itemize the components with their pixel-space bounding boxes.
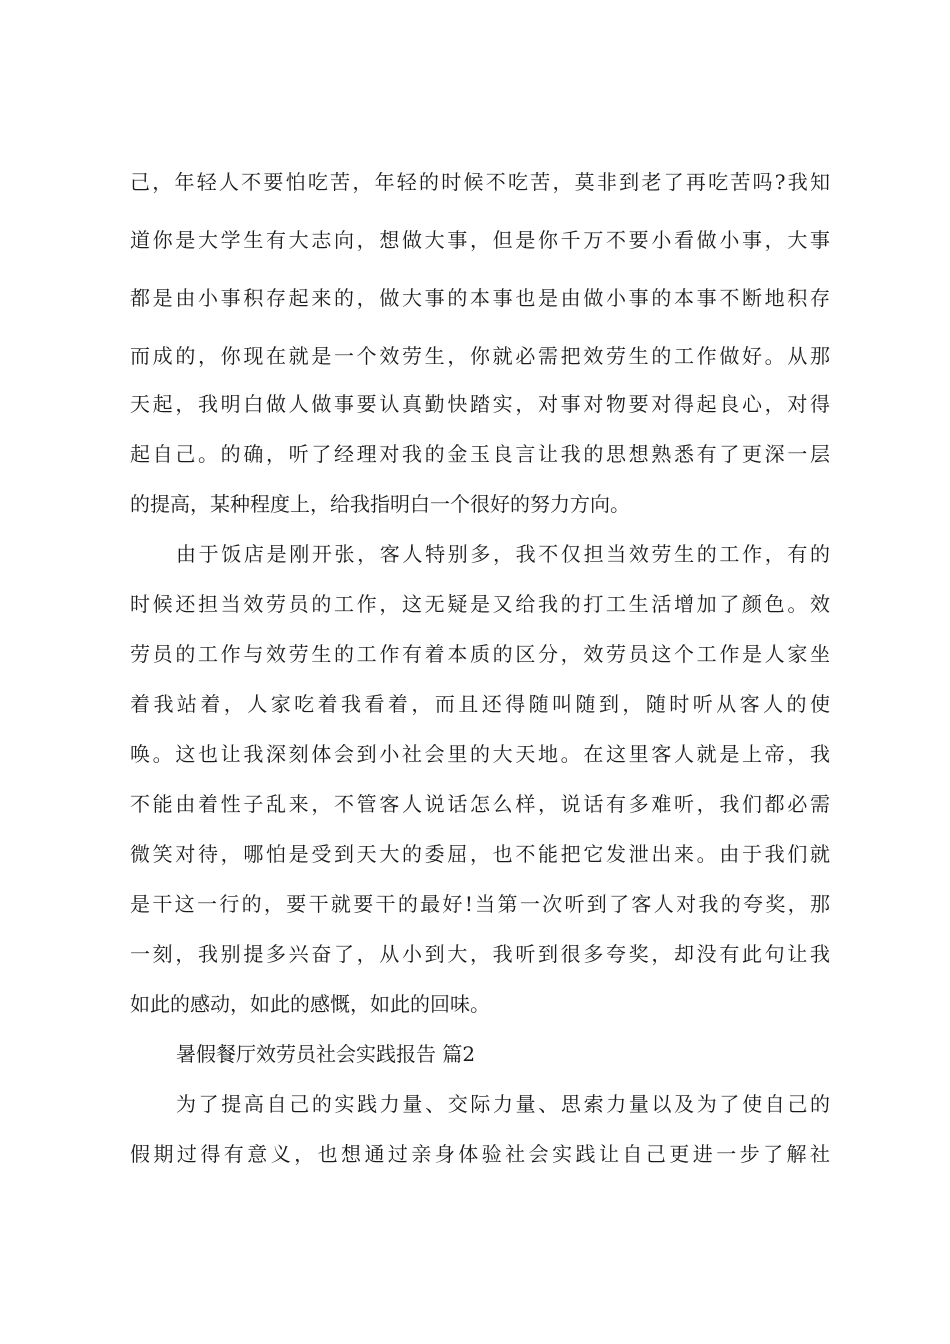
text-line: 时候还担当效劳员的工作，这无疑是又给我的打工生活增加了颜色。效 bbox=[130, 592, 830, 616]
text-line: 如此的感动，如此的感慨，如此的回味。 bbox=[130, 992, 490, 1016]
text-line: 由于饭店是刚开张，客人特别多，我不仅担当效劳生的工作，有的 bbox=[176, 542, 830, 566]
text-line: 假期过得有意义，也想通过亲身体验社会实践让自己更进一步了解社 bbox=[130, 1142, 830, 1166]
text-line: 微笑对待，哪怕是受到天大的委屈，也不能把它发泄出来。由于我们就 bbox=[130, 842, 830, 866]
text-line: 一刻，我别提多兴奋了，从小到大，我听到很多夸奖，却没有此句让我 bbox=[130, 942, 830, 966]
text-line: 道你是大学生有大志向，想做大事，但是你千万不要小看做小事，大事 bbox=[130, 228, 830, 252]
text-line: 天起，我明白做人做事要认真勤快踏实，对事对物要对得起良心，对得 bbox=[130, 392, 830, 416]
text-line: 起自己。的确，听了经理对我的金玉良言让我的思想熟悉有了更深一层 bbox=[130, 442, 830, 466]
section-heading: 暑假餐厅效劳员社会实践报告 篇2 bbox=[176, 1042, 476, 1066]
text-line: 不能由着性子乱来，不管客人说话怎么样，说话有多难听，我们都必需 bbox=[130, 792, 830, 816]
text-line: 都是由小事积存起来的，做大事的本事也是由做小事的本事不断地积存 bbox=[130, 286, 830, 310]
text-line: 的提高，某种程度上，给我指明白一个很好的努力方向。 bbox=[130, 492, 630, 516]
text-line: 而成的，你现在就是一个效劳生，你就必需把效劳生的工作做好。从那 bbox=[130, 344, 830, 368]
text-line: 劳员的工作与效劳生的工作有着本质的区分，效劳员这个工作是人家坐 bbox=[130, 642, 830, 666]
text-line: 唤。这也让我深刻体会到小社会里的大天地。在这里客人就是上帝，我 bbox=[130, 742, 830, 766]
text-line: 己，年轻人不要怕吃苦，年轻的时候不吃苦，莫非到老了再吃苦吗?我知 bbox=[130, 170, 830, 194]
text-line: 着我站着，人家吃着我看着，而且还得随叫随到，随时听从客人的使 bbox=[130, 692, 830, 716]
text-line: 是干这一行的，要干就要干的最好!当第一次听到了客人对我的夸奖，那 bbox=[130, 892, 830, 916]
text-line: 为了提高自己的实践力量、交际力量、思索力量以及为了使自己的 bbox=[176, 1092, 830, 1116]
